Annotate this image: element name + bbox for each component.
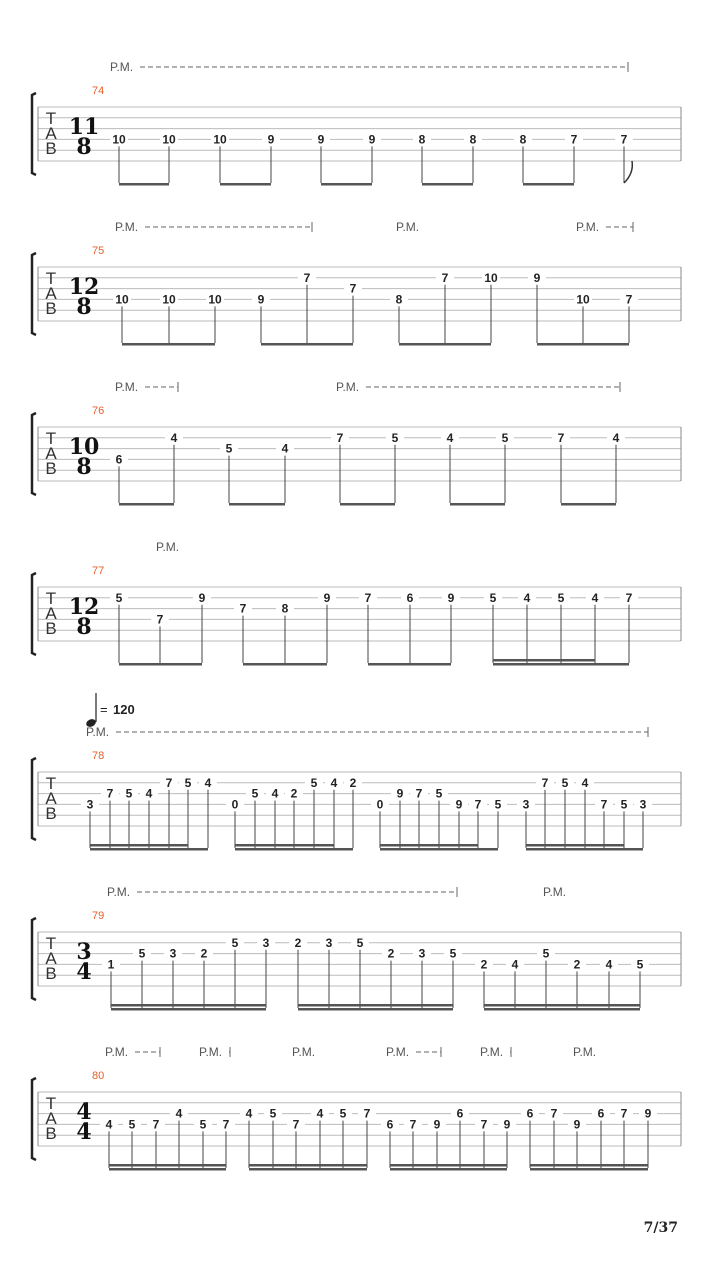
palm-mute-label: P.M. xyxy=(156,540,180,554)
palm-mute-label: P.M. xyxy=(576,220,600,234)
fret-number: 7 xyxy=(480,1117,488,1132)
fret-number: 4 xyxy=(271,786,279,801)
palm-mute-label: P.M. xyxy=(543,885,567,899)
tab-clef-letter: T xyxy=(45,589,57,608)
tab-clef-letter: B xyxy=(45,804,57,823)
fret-number: 4 xyxy=(581,775,589,790)
fret-number: 9 xyxy=(455,797,463,812)
time-signature-denominator: 4 xyxy=(76,959,92,985)
tab-clef-letter: A xyxy=(45,949,57,968)
system-bracket xyxy=(32,758,36,840)
beam xyxy=(119,183,169,186)
fret-number: 5 xyxy=(542,946,550,961)
fret-number: 6 xyxy=(456,1106,464,1121)
fret-number: 7 xyxy=(409,1117,417,1132)
fret-number: 7 xyxy=(222,1117,230,1132)
palm-mute-label: P.M. xyxy=(573,1045,597,1059)
beam xyxy=(530,1168,648,1171)
fret-number: 9 xyxy=(433,1117,441,1132)
beam xyxy=(422,183,473,186)
time-signature-denominator: 8 xyxy=(76,294,92,320)
tab-clef-letter: A xyxy=(45,444,57,463)
fret-number: 6 xyxy=(386,1117,394,1132)
fret-number: 8 xyxy=(418,132,426,147)
fret-number: 7 xyxy=(550,1106,558,1121)
fret-number: 4 xyxy=(204,775,212,790)
measure-number: 74 xyxy=(92,85,105,97)
fret-number: 3 xyxy=(169,946,177,961)
fret-number: 7 xyxy=(620,132,628,147)
beam xyxy=(261,343,353,346)
fret-number: 5 xyxy=(231,935,239,950)
beam xyxy=(235,848,353,851)
fret-number: 7 xyxy=(541,775,549,790)
fret-number: 1 xyxy=(107,957,115,972)
beam xyxy=(235,844,334,847)
palm-mute-label: P.M. xyxy=(115,380,139,394)
fret-number: 7 xyxy=(364,590,372,605)
time-signature-numerator: 12 xyxy=(68,274,100,300)
tab-clef-letter: T xyxy=(45,1094,57,1113)
system-bracket xyxy=(32,93,36,175)
beam xyxy=(119,663,202,666)
fret-number: 7 xyxy=(625,590,633,605)
beam xyxy=(523,183,574,186)
fret-number: 5 xyxy=(115,590,123,605)
system-bracket xyxy=(32,413,36,495)
fret-number: 3 xyxy=(639,797,647,812)
beam xyxy=(380,848,498,851)
beam xyxy=(298,1004,453,1007)
palm-mute-label: P.M. xyxy=(292,1045,316,1059)
palm-mute-label: P.M. xyxy=(386,1045,410,1059)
tab-clef-letter: T xyxy=(45,774,57,793)
fret-number: 9 xyxy=(396,786,404,801)
fret-number: 5 xyxy=(501,430,509,445)
fret-number: 7 xyxy=(292,1117,300,1132)
tab-clef-letter: B xyxy=(45,459,57,478)
fret-number: 4 xyxy=(175,1106,183,1121)
beam xyxy=(561,503,616,506)
fret-number: 5 xyxy=(251,786,259,801)
note-flag xyxy=(624,161,632,183)
fret-number: 4 xyxy=(612,430,620,445)
measure-number: 78 xyxy=(92,750,105,762)
tab-clef-letter: A xyxy=(45,124,57,143)
fret-number: 7 xyxy=(336,430,344,445)
fret-number: 5 xyxy=(184,775,192,790)
tab-clef-letter: A xyxy=(45,604,57,623)
beam xyxy=(484,1004,640,1007)
fret-number: 3 xyxy=(262,935,270,950)
fret-number: 7 xyxy=(363,1106,371,1121)
fret-number: 4 xyxy=(245,1106,253,1121)
beam xyxy=(229,503,285,506)
fret-number: 5 xyxy=(125,786,133,801)
fret-number: 10 xyxy=(576,292,590,307)
fret-number: 4 xyxy=(170,430,178,445)
palm-mute-label: P.M. xyxy=(199,1045,223,1059)
beam xyxy=(119,503,174,506)
time-signature-numerator: 11 xyxy=(68,114,100,140)
beam xyxy=(450,503,505,506)
beam xyxy=(298,1008,453,1011)
palm-mute-label: P.M. xyxy=(480,1045,504,1059)
fret-number: 2 xyxy=(480,957,488,972)
fret-number: 7 xyxy=(600,797,608,812)
fret-number: 5 xyxy=(489,590,497,605)
fret-number: 8 xyxy=(469,132,477,147)
fret-number: 7 xyxy=(152,1117,160,1132)
palm-mute-label: P.M. xyxy=(105,1045,129,1059)
beam xyxy=(380,844,478,847)
fret-number: 5 xyxy=(339,1106,347,1121)
tab-clef-letter: A xyxy=(45,284,57,303)
fret-number: 9 xyxy=(257,292,265,307)
time-signature-denominator: 4 xyxy=(76,1119,92,1145)
fret-number: 7 xyxy=(570,132,578,147)
fret-number: 2 xyxy=(294,935,302,950)
fret-number: 5 xyxy=(225,441,233,456)
fret-number: 5 xyxy=(391,430,399,445)
beam xyxy=(90,844,188,847)
beam xyxy=(111,1008,266,1011)
palm-mute-label: P.M. xyxy=(107,885,131,899)
beam xyxy=(526,848,643,851)
fret-number: 9 xyxy=(267,132,275,147)
fret-number: 10 xyxy=(162,292,176,307)
fret-number: 7 xyxy=(165,775,173,790)
beam xyxy=(122,343,215,346)
beam xyxy=(90,848,208,851)
system-bracket xyxy=(32,918,36,1000)
fret-number: 0 xyxy=(231,797,239,812)
beam xyxy=(243,663,327,666)
fret-number: 5 xyxy=(435,786,443,801)
beam xyxy=(249,1168,367,1171)
tab-clef-letter: T xyxy=(45,429,57,448)
fret-number: 9 xyxy=(573,1117,581,1132)
fret-number: 7 xyxy=(557,430,565,445)
fret-number: 4 xyxy=(523,590,531,605)
time-signature-denominator: 8 xyxy=(76,454,92,480)
tab-clef-letter: B xyxy=(45,139,57,158)
fret-number: 8 xyxy=(395,292,403,307)
palm-mute-label: P.M. xyxy=(396,220,420,234)
fret-number: 4 xyxy=(591,590,599,605)
palm-mute-label: P.M. xyxy=(110,60,134,74)
fret-number: 10 xyxy=(115,292,129,307)
fret-number: 2 xyxy=(349,775,357,790)
fret-number: 9 xyxy=(533,270,541,285)
fret-number: 3 xyxy=(522,797,530,812)
measure-number: 80 xyxy=(92,1070,105,1082)
fret-number: 10 xyxy=(112,132,126,147)
fret-number: 3 xyxy=(86,797,94,812)
time-signature-denominator: 8 xyxy=(76,134,92,160)
tab-clef-letter: T xyxy=(45,269,57,288)
tab-clef-letter: B xyxy=(45,964,57,983)
fret-number: 9 xyxy=(323,590,331,605)
fret-number: 7 xyxy=(239,601,247,616)
beam xyxy=(484,1008,640,1011)
fret-number: 4 xyxy=(316,1106,324,1121)
beam xyxy=(390,1168,507,1171)
fret-number: 8 xyxy=(281,601,289,616)
beam xyxy=(526,844,624,847)
measure-number: 77 xyxy=(92,565,105,577)
fret-number: 10 xyxy=(213,132,227,147)
beam xyxy=(340,503,395,506)
system-bracket xyxy=(32,253,36,335)
fret-number: 10 xyxy=(208,292,222,307)
system-bracket xyxy=(32,573,36,655)
tab-clef-letter: B xyxy=(45,299,57,318)
fret-number: 9 xyxy=(644,1106,652,1121)
tempo-bpm: 120 xyxy=(113,702,135,717)
fret-number: 7 xyxy=(620,1106,628,1121)
fret-number: 9 xyxy=(447,590,455,605)
fret-number: 9 xyxy=(368,132,376,147)
fret-number: 7 xyxy=(625,292,633,307)
fret-number: 7 xyxy=(441,270,449,285)
beam xyxy=(111,1004,266,1007)
fret-number: 10 xyxy=(484,270,498,285)
time-signature-denominator: 8 xyxy=(76,614,92,640)
fret-number: 4 xyxy=(105,1117,113,1132)
system-bracket xyxy=(32,1078,36,1160)
fret-number: 4 xyxy=(511,957,519,972)
palm-mute-label: P.M. xyxy=(336,380,360,394)
fret-number: 5 xyxy=(138,946,146,961)
beam xyxy=(321,183,372,186)
fret-number: 3 xyxy=(418,946,426,961)
tab-clef-letter: T xyxy=(45,109,57,128)
fret-number: 7 xyxy=(349,281,357,296)
fret-number: 5 xyxy=(636,957,644,972)
time-signature-numerator: 12 xyxy=(68,594,100,620)
beam xyxy=(537,343,629,346)
palm-mute-label: P.M. xyxy=(86,725,110,739)
fret-number: 7 xyxy=(156,612,164,627)
fret-number: 2 xyxy=(387,946,395,961)
tab-clef-letter: A xyxy=(45,1109,57,1128)
tab-clef-letter: B xyxy=(45,1124,57,1143)
fret-number: 7 xyxy=(106,786,114,801)
fret-number: 5 xyxy=(561,775,569,790)
time-signature-numerator: 4 xyxy=(76,1099,92,1125)
fret-number: 4 xyxy=(605,957,613,972)
fret-number: 5 xyxy=(310,775,318,790)
beam xyxy=(530,1164,648,1167)
time-signature-numerator: 3 xyxy=(76,939,92,965)
fret-number: 2 xyxy=(200,946,208,961)
fret-number: 4 xyxy=(330,775,338,790)
tempo-equals: = xyxy=(100,702,108,717)
palm-mute-label: P.M. xyxy=(115,220,139,234)
fret-number: 6 xyxy=(406,590,414,605)
fret-number: 4 xyxy=(446,430,454,445)
tab-clef-letter: A xyxy=(45,789,57,808)
beam xyxy=(109,1168,226,1171)
fret-number: 5 xyxy=(449,946,457,961)
beam xyxy=(368,663,451,666)
fret-number: 10 xyxy=(162,132,176,147)
measure-number: 76 xyxy=(92,405,105,417)
tab-clef-letter: B xyxy=(45,619,57,638)
measure-number: 79 xyxy=(92,910,105,922)
fret-number: 9 xyxy=(317,132,325,147)
fret-number: 5 xyxy=(557,590,565,605)
fret-number: 3 xyxy=(325,935,333,950)
fret-number: 2 xyxy=(290,786,298,801)
beam xyxy=(249,1164,367,1167)
fret-number: 5 xyxy=(620,797,628,812)
fret-number: 9 xyxy=(198,590,206,605)
time-signature-numerator: 10 xyxy=(68,434,100,460)
page-number: 7/37 xyxy=(643,1220,678,1236)
beam xyxy=(399,343,491,346)
fret-number: 2 xyxy=(573,957,581,972)
fret-number: 4 xyxy=(281,441,289,456)
fret-number: 9 xyxy=(503,1117,511,1132)
beam xyxy=(493,659,595,662)
fret-number: 6 xyxy=(115,452,123,467)
fret-number: 6 xyxy=(526,1106,534,1121)
fret-number: 0 xyxy=(376,797,384,812)
measure-number: 75 xyxy=(92,245,105,257)
beam xyxy=(390,1164,507,1167)
fret-number: 7 xyxy=(474,797,482,812)
fret-number: 5 xyxy=(128,1117,136,1132)
fret-number: 5 xyxy=(494,797,502,812)
fret-number: 8 xyxy=(519,132,527,147)
beam xyxy=(109,1164,226,1167)
fret-number: 4 xyxy=(145,786,153,801)
beam xyxy=(493,663,629,666)
fret-number: 7 xyxy=(415,786,423,801)
tab-clef-letter: T xyxy=(45,934,57,953)
fret-number: 6 xyxy=(597,1106,605,1121)
fret-number: 7 xyxy=(303,270,311,285)
fret-number: 5 xyxy=(356,935,364,950)
fret-number: 5 xyxy=(199,1117,207,1132)
fret-number: 5 xyxy=(269,1106,277,1121)
beam xyxy=(220,183,271,186)
